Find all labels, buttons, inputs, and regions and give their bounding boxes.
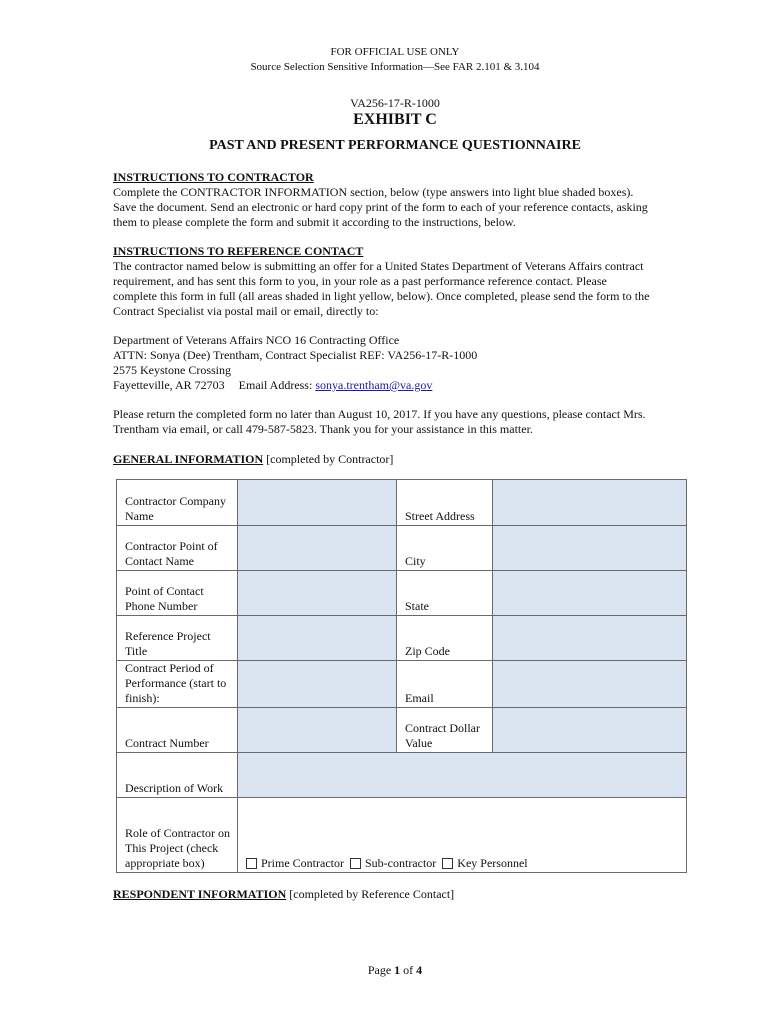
city-field[interactable] (493, 526, 687, 571)
page-header (0, 45, 770, 75)
instructions-reference-section (113, 244, 693, 319)
zip-code-field[interactable] (493, 616, 687, 661)
role-option-subcontractor[interactable] (350, 856, 436, 871)
description-of-work-field[interactable] (238, 753, 687, 798)
contractor-company-name-field[interactable] (238, 480, 397, 526)
page-label: Page (367, 963, 392, 977)
role-option-label: Prime Contractor (261, 856, 344, 870)
header-sensitivity-note: Source Selection Sensitive Information—See FAR 2.101 & 3.104 (250, 61, 540, 73)
contract-dollar-value-label: Contract Dollar Value (397, 708, 493, 753)
instructions-reference-line: requirement, and has sent this form to you, in your role as a past performance reference contact. Please (113, 274, 607, 288)
contractor-poc-name-field[interactable] (238, 526, 397, 571)
instructions-contractor-line: them to please complete the form and submit it according to the instructions, below. (113, 215, 516, 229)
role-option-key-personnel[interactable] (442, 856, 527, 871)
return-note-line: Please return the completed form no later than August 10, 2017. If you have any questions, please contact Mrs. (113, 407, 646, 421)
project-title-field[interactable] (238, 616, 397, 661)
general-information-heading: GENERAL INFORMATION (113, 452, 264, 466)
street-address-label: Street Address (397, 480, 493, 526)
mailing-address (113, 333, 693, 393)
email-field[interactable] (493, 661, 687, 708)
checkbox-icon[interactable] (246, 858, 257, 869)
state-field[interactable] (493, 571, 687, 616)
poc-phone-field[interactable] (238, 571, 397, 616)
document-title: PAST AND PRESENT PERFORMANCE QUESTIONNAIRE (209, 138, 581, 153)
instructions-contractor-line: Save the document. Send an electronic or hard copy print of the form to each of your reference contacts, asking (113, 200, 648, 214)
role-option-label: Sub-contractor (364, 856, 437, 870)
general-information-title (113, 452, 693, 467)
respondent-information-heading: RESPONDENT INFORMATION (113, 887, 287, 901)
instructions-reference-line: complete this form in full (all areas shaded in light yellow, below). Once completed, please send the form to the (113, 289, 650, 303)
exhibit-label: EXHIBIT C (353, 111, 437, 128)
address-line: 2575 Keystone Crossing (113, 363, 231, 377)
solicitation-number: VA256-17-R-1000 (350, 96, 440, 110)
instructions-contractor-heading: INSTRUCTIONS TO CONTRACTOR (113, 170, 314, 184)
description-of-work-label: Description of Work (117, 753, 238, 798)
general-information-note: [completed by Contractor] (266, 452, 394, 466)
contract-dollar-value-field[interactable] (493, 708, 687, 753)
contractor-information-form (116, 479, 687, 873)
role-of-contractor-label: Role of Contractor on This Project (check appropriate box) (117, 798, 238, 873)
role-option-prime[interactable] (246, 856, 344, 871)
page-of: of (403, 963, 414, 977)
page-footer (0, 963, 770, 978)
period-of-performance-label: Contract Period of Performance (start to finish): (117, 661, 238, 708)
role-option-label: Key Personnel (457, 856, 528, 870)
return-note (113, 407, 693, 437)
instructions-reference-line: The contractor named below is submitting an offer for a United States Department of Veterans Affairs contract (113, 259, 644, 273)
return-note-line: Trentham via email, or call 479-587-5823. Thank you for your assistance in this matter. (113, 422, 533, 436)
respondent-information-title (113, 887, 454, 902)
city-label: City (397, 526, 493, 571)
period-of-performance-field[interactable] (238, 661, 397, 708)
checkbox-icon[interactable] (350, 858, 361, 869)
contractor-poc-name-label: Contractor Point of Contact Name (117, 526, 238, 571)
instructions-reference-heading: INSTRUCTIONS TO REFERENCE CONTACT (113, 244, 364, 258)
email-field-label: Email (397, 661, 493, 708)
email-link[interactable]: sonya.trentham@va.gov (315, 378, 433, 392)
project-title-label: Reference Project Title (117, 616, 238, 661)
zip-code-label: Zip Code (397, 616, 493, 661)
contractor-company-name-label: Contractor Company Name (117, 480, 238, 526)
address-city-line (113, 378, 693, 393)
poc-phone-label: Point of Contact Phone Number (117, 571, 238, 616)
contract-number-field[interactable] (238, 708, 397, 753)
state-label: State (397, 571, 493, 616)
address-city: Fayetteville, AR 72703 (113, 378, 225, 392)
address-line: ATTN: Sonya (Dee) Trentham, Contract Specialist REF: VA256-17-R-1000 (113, 348, 478, 362)
instructions-reference-line: Contract Specialist via postal mail or email, directly to: (113, 304, 379, 318)
contract-number-label: Contract Number (117, 708, 238, 753)
respondent-information-note: [completed by Reference Contact] (289, 887, 455, 901)
page-current: 1 (394, 963, 401, 977)
instructions-contractor-section (113, 170, 693, 230)
page-total: 4 (416, 963, 423, 977)
street-address-field[interactable] (493, 480, 687, 526)
email-label: Email Address: (238, 378, 313, 392)
address-line: Department of Veterans Affairs NCO 16 Contracting Office (113, 333, 400, 347)
header-official-use: FOR OFFICIAL USE ONLY (330, 46, 460, 58)
checkbox-icon[interactable] (442, 858, 453, 869)
role-of-contractor-options (238, 798, 687, 873)
instructions-contractor-line: Complete the CONTRACTOR INFORMATION section, below (type answers into light blue shaded boxes). (113, 185, 634, 199)
